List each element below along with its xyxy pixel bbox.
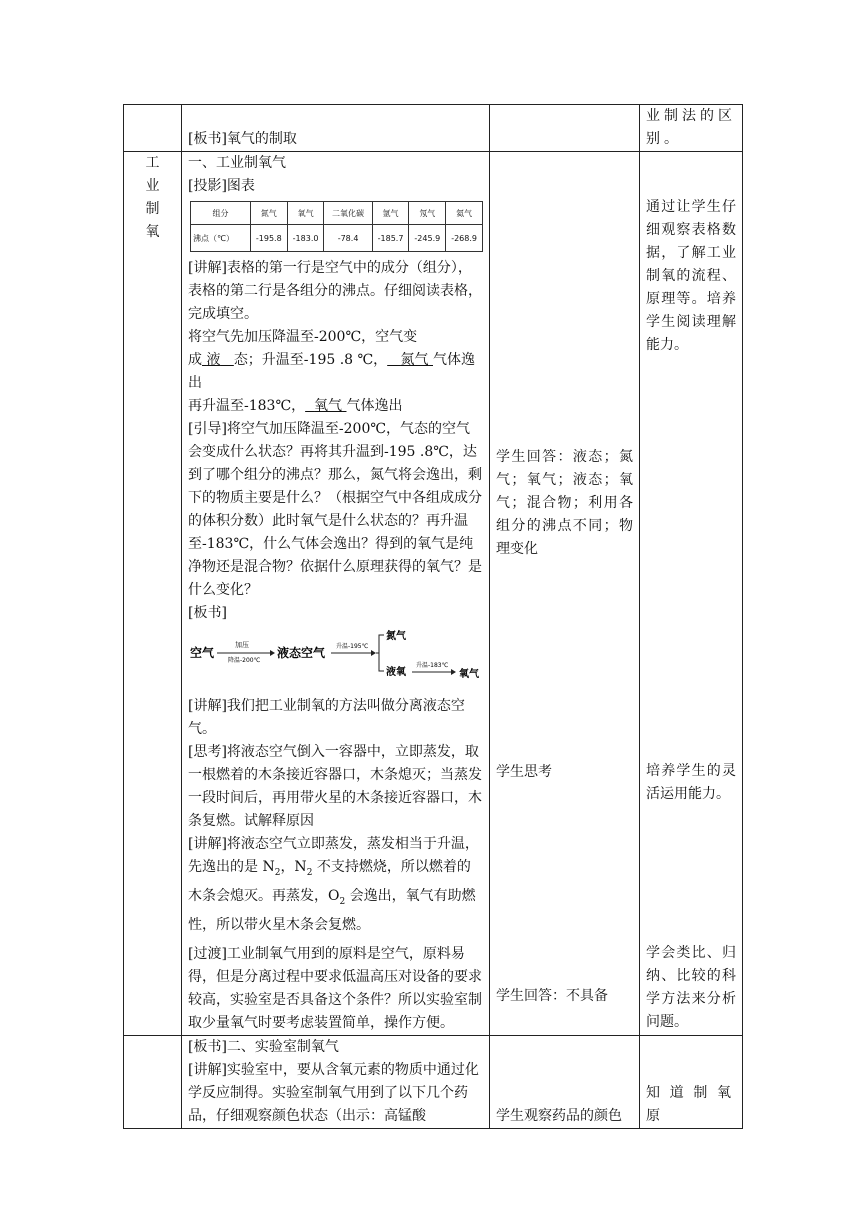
boil-value-cell: -185.7	[372, 225, 409, 252]
student-activity: 学生思考	[496, 764, 552, 780]
subscript: 2	[339, 896, 346, 907]
fill-blank	[305, 398, 346, 414]
goal-text: 通过让学生仔细观察表格数据，了解工业制氧的流程、原理等。培养学生阅读理解能力。	[646, 199, 736, 353]
fill-text: 态；升温至-195 .8 ℃，	[233, 352, 388, 368]
subscript: 2	[306, 867, 313, 878]
fill-line-2	[188, 395, 483, 418]
goal-cell	[640, 105, 743, 152]
explain-text: [讲解]将液态空气立即蒸发，蒸发相当于升温，先逸出的是 N	[188, 836, 479, 875]
goal-cell	[640, 1035, 743, 1128]
section-cell-empty	[124, 105, 182, 152]
student-cell	[490, 105, 640, 152]
flow-liquid-oxygen: 液氧	[386, 667, 406, 678]
goal-cell	[640, 152, 743, 1036]
flow-press-label: 加压	[235, 641, 249, 649]
boil-header-cell: 氖气	[409, 202, 446, 225]
student-activity: 学生回答：不具备	[496, 988, 608, 1004]
explain-paragraph: [讲解]表格的第一行是空气中的成分（组分），表格的第二行是各组分的沸点。仔细阅读表格，完成填空。	[188, 260, 482, 322]
board-note: [板书]二、实验室制氧气	[188, 1038, 339, 1055]
boil-header-cell: 组分	[191, 202, 251, 225]
flow-arrowhead-2	[371, 650, 376, 656]
boil-value-cell: -195.8	[250, 225, 287, 252]
section-cell-empty	[124, 1035, 182, 1128]
air-separation-flowchart	[188, 627, 483, 683]
boil-value-cell: -183.0	[287, 225, 324, 252]
flow-cool-label: 降温-200℃	[228, 657, 261, 664]
board-label: [板书]	[188, 605, 227, 621]
boil-header-cell: 二氧化碳	[324, 202, 372, 225]
flow-arrowhead-3	[451, 669, 456, 675]
section-label-text: 工业制氧	[145, 155, 160, 240]
content-cell	[182, 152, 490, 1036]
think-paragraph: [思考]将液态空气倒入一容器中，立即蒸发，取一根燃着的木条接近容器口，木条熄灭；当蒸发一段时间后，再用带火星的木条接近容器口，木条复燃。试解释原因	[188, 744, 482, 829]
student-activity: 学生回答：液态；氮气；氧气；液态；氧气；混合物；利用各组分的沸点不同；物理变化	[496, 449, 633, 557]
flow-liquid-air: 液态空气	[277, 646, 326, 660]
goal-text: 培养学生的灵活运用能力。	[646, 763, 736, 802]
fill-line-1	[188, 326, 483, 395]
explain-text: 会逸出，氧气有助燃性，所以带火星木条会复燃。	[188, 887, 476, 933]
fill-blank	[387, 352, 433, 368]
fill-answer: 氮气	[400, 352, 429, 368]
flow-brace	[376, 635, 384, 671]
fill-text: 再升温至-183℃，	[188, 398, 306, 414]
student-cell	[490, 1035, 640, 1128]
explain-paragraph	[188, 833, 483, 937]
content-cell	[182, 1035, 490, 1128]
boil-header-cell: 氮气	[250, 202, 287, 225]
explain-paragraph: [讲解]实验室中，要从含氧元素的物质中通过化学反应制得。实验室制氧气用到了以下几个药品，仔细观察颜色状态（出示：高锰酸	[188, 1061, 479, 1124]
transition-paragraph: [过渡]工业制氧气用到的原料是空气，原料易得，但是分离过程中要求低温高压对设备的要求较高，实验室是否具备这个条件？所以实验室制取少量氧气时要考虑装置简单，操作方便。	[188, 945, 482, 1031]
table-row-intro	[124, 105, 743, 152]
lesson-plan-table	[123, 104, 743, 1129]
fill-text: 将空气先加压降温至-200℃，空气变成	[188, 329, 418, 368]
explain-text: ，N	[280, 859, 307, 875]
content-cell	[182, 105, 490, 152]
projection-note: [投影]图表	[188, 178, 255, 194]
flow-heat2-label: 升温-183℃	[416, 662, 449, 669]
fill-text: 气体逸出	[346, 398, 403, 414]
goal-text: 业制法的区别。	[646, 108, 736, 147]
section-heading: 一、工业制氧气	[188, 155, 286, 171]
student-cell	[490, 152, 640, 1036]
flow-oxygen: 氧气	[459, 669, 479, 680]
boil-value-row	[191, 225, 483, 252]
goal-text: 学会类比、归纳、比较的科学方法来分析问题。	[646, 945, 736, 1030]
explain-text: 不支持燃烧，所以燃着的木条会熄灭。再蒸发，O	[188, 859, 471, 904]
flow-nitrogen: 氮气	[386, 631, 406, 642]
section-label	[124, 152, 182, 1036]
boil-header-cell: 氩气	[372, 202, 409, 225]
table-row-industrial	[124, 152, 743, 1036]
boil-value-cell: 沸点（℃）	[191, 225, 251, 252]
boil-value-cell: -78.4	[324, 225, 372, 252]
subscript: 2	[274, 867, 281, 878]
guide-paragraph: [引导]将空气加压降温至-200℃，气态的空气会变成什么状态？再将其升温到-195 .8℃，达到了哪个组分的沸点？那么，氮气将会逸出，剩下的物质主要是什么？（根据空气中各组成成分的体积分数）此时氧气是什么状态的？再升温至-183℃，什么气体会逸出？得到的氧气是纯净物还是混合物？依据什么原理获得的氧气？是什么变化？	[188, 421, 482, 598]
boil-header-cell: 氧气	[287, 202, 324, 225]
fill-blank	[202, 352, 234, 368]
board-note: [板书]氧气的制取	[188, 131, 297, 147]
boil-value-cell: -245.9	[409, 225, 446, 252]
fill-answer: 液	[206, 352, 221, 368]
boiling-point-table	[190, 201, 483, 252]
goal-text: 知道制氧原	[646, 1084, 736, 1124]
table-row-lab	[124, 1035, 743, 1128]
flow-arrowhead-1	[270, 650, 275, 656]
flow-heat1-label: 升温-195℃	[336, 643, 369, 650]
student-activity: 学生观察药品的颜色	[496, 1107, 622, 1124]
boil-value-cell: -268.9	[446, 225, 483, 252]
boil-header-row	[191, 202, 483, 225]
flow-air: 空气	[190, 646, 215, 660]
boil-header-cell: 氦气	[446, 202, 483, 225]
fill-answer: 氧气	[314, 398, 343, 414]
explain-paragraph: [讲解]我们把工业制氧的方法叫做分离液态空气。	[188, 698, 465, 737]
fill-text: 气体逸出	[188, 352, 475, 391]
